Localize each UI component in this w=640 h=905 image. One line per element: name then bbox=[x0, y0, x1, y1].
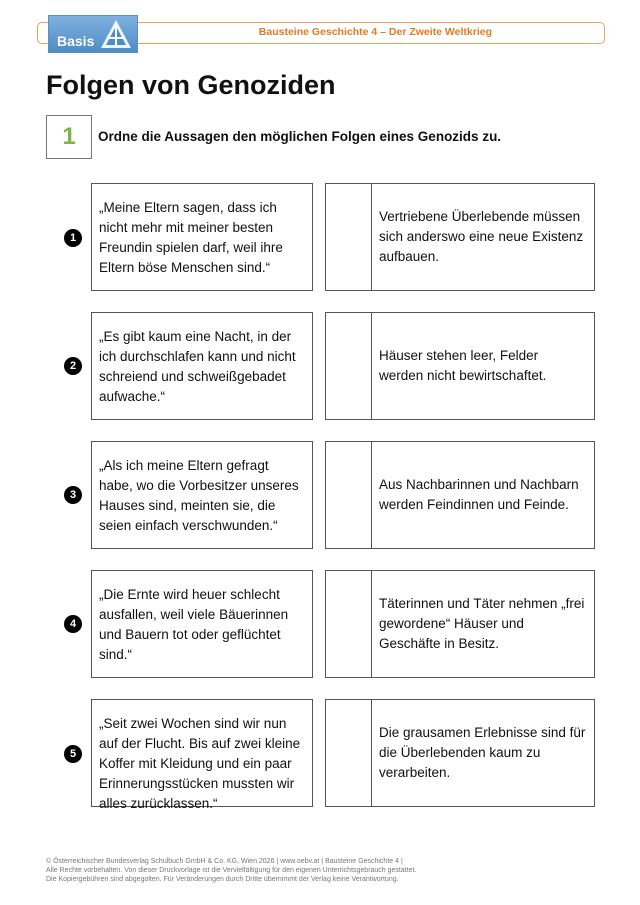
answer-slot-5[interactable] bbox=[326, 700, 372, 806]
answer-slot-1[interactable] bbox=[326, 184, 372, 290]
statement-box-1: „Meine Eltern sagen, dass ich nicht mehr mit meiner besten Freundin spielen darf, weil ihre Eltern böse Menschen sind.“ bbox=[91, 183, 313, 291]
consequence-text-4: Täterinnen und Täter nehmen „frei gewordene“ Häuser und Geschäfte in Besitz. bbox=[379, 596, 585, 651]
task-number: 1 bbox=[46, 115, 92, 159]
statement-number-3: 3 bbox=[64, 486, 82, 504]
triangle-logo-icon bbox=[99, 18, 133, 50]
logo-label: Basis bbox=[57, 33, 95, 49]
consequence-text-2: Häuser stehen leer, Felder werden nicht bewirtschaftet. bbox=[379, 348, 547, 383]
consequence-text-1: Vertriebene Überlebende müssen sich anderswo eine neue Existenz aufbauen. bbox=[379, 209, 584, 264]
answer-slot-2[interactable] bbox=[326, 313, 372, 419]
statement-box-3: „Als ich meine Eltern gefragt habe, wo die Vorbesitzer unseres Hauses sind, meinten sie, die seien einfach verschwunden.“ bbox=[91, 441, 313, 549]
consequence-box-5 bbox=[325, 699, 595, 807]
consequence-box-4 bbox=[325, 570, 595, 678]
copyright-footer bbox=[46, 857, 606, 884]
statement-number-1: 1 bbox=[64, 229, 82, 247]
statement-number-5: 5 bbox=[64, 745, 82, 763]
footer-line-1: © Österreichischer Bundesverlag Schulbuch GmbH & Co. KG, Wien 2026 | www.oebv.at | Bausteine Geschichte 4 | bbox=[46, 858, 403, 865]
answer-slot-3[interactable] bbox=[326, 442, 372, 548]
page-title: Folgen von Genoziden bbox=[46, 70, 336, 100]
consequence-box-2 bbox=[325, 312, 595, 420]
statement-box-4: „Die Ernte wird heuer schlecht ausfallen, weil viele Bäuerinnen und Bauern tot oder geflüchtet sind.“ bbox=[91, 570, 313, 678]
consequence-box-1 bbox=[325, 183, 595, 291]
task-instruction: Ordne die Aussagen den möglichen Folgen eines Genozids zu. bbox=[98, 129, 502, 144]
statement-box-5: „Seit zwei Wochen sind wir nun auf der Flucht. Bis auf zwei kleine Koffer mit Kleidung und ein paar Erinnerungsstücken mussten wir alles zurücklassen.“ bbox=[91, 699, 313, 807]
statement-number-4: 4 bbox=[64, 615, 82, 633]
footer-line-2: Alle Rechte vorbehalten. Von dieser Druckvorlage ist die Vervielfältigung für den eigenen Unterrichtsgebrauch gestattet. bbox=[46, 867, 417, 874]
consequence-text-5: Die grausamen Erlebnisse sind für die Überlebenden kaum zu verarbeiten. bbox=[379, 725, 586, 780]
series-title: Bausteine Geschichte 4 – Der Zweite Weltkrieg bbox=[258, 26, 492, 38]
answer-slot-4[interactable] bbox=[326, 571, 372, 677]
consequence-box-3 bbox=[325, 441, 595, 549]
statement-number-2: 2 bbox=[64, 357, 82, 375]
basis-logo bbox=[48, 15, 138, 53]
statement-box-2: „Es gibt kaum eine Nacht, in der ich durchschlafen kann und nicht schreiend und schweißgebadet aufwache.“ bbox=[91, 312, 313, 420]
footer-line-3: Die Kopiergebühren sind abgegolten. Für Veränderungen durch Dritte übernimmt der Verlag keine Verantwortung. bbox=[46, 876, 399, 883]
consequence-text-3: Aus Nachbarinnen und Nachbarn werden Feindinnen und Feinde. bbox=[379, 477, 579, 512]
